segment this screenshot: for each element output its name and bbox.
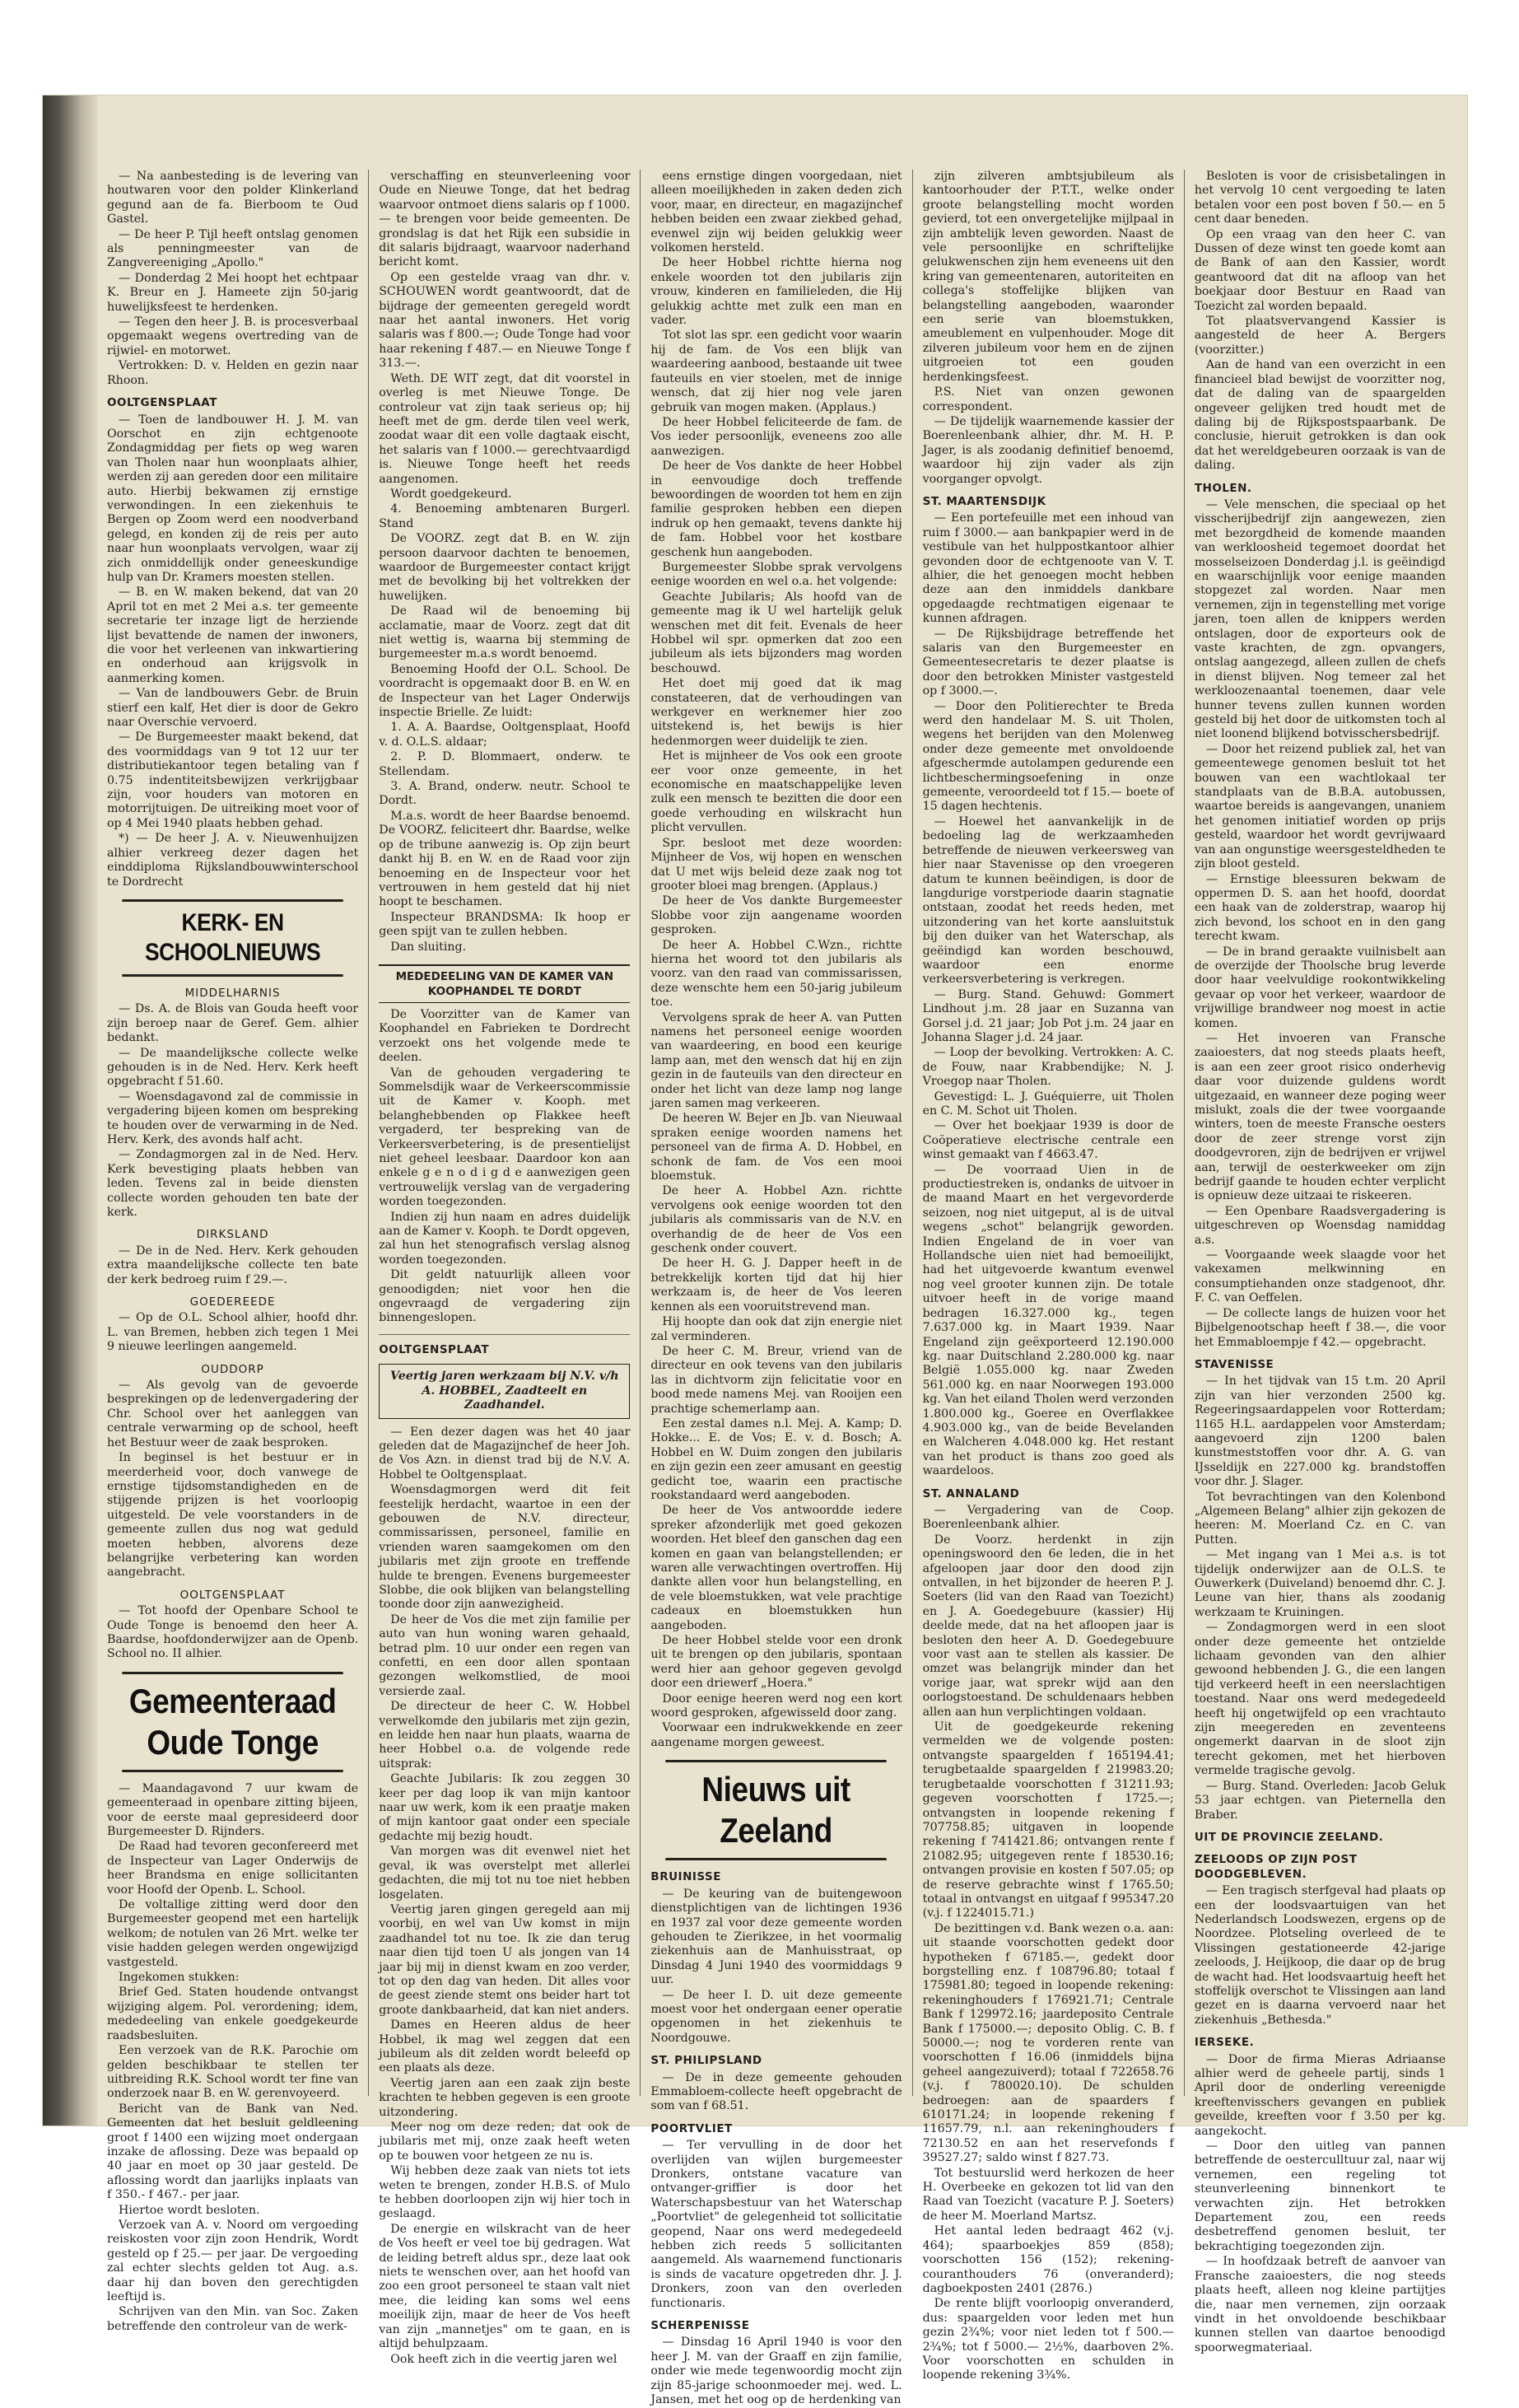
article-paragraph: Meer nog om deze reden; dat ook de jubilaris met mij, onze zaak heeft weten op te bouwen voor hetgeen ze nu is. — [379, 2121, 631, 2163]
article-paragraph: Inspecteur BRANDSMA: Ik hoop er geen spijt van te zullen hebben. — [379, 910, 631, 939]
section-heading: STAVENISSE — [1194, 1357, 1274, 1371]
binding-gutter — [43, 96, 97, 2126]
banner-gemeenteraad: Gemeenteraad Oude Tonge — [122, 1672, 343, 1772]
town-heading: OUDDORP — [201, 1362, 264, 1376]
banner-nieuws-zeeland: Nieuws uit Zeeland — [666, 1760, 888, 1860]
jubileum-box — [379, 1364, 630, 1418]
article-paragraph: Het doet mij goed dat ik mag constateeren, dat de verhoudingen van werkgever en werknemer hier zoo uitstekend is, het bewijs is hier hedenmorgen weer duidelijk te zien. — [650, 677, 902, 748]
article-paragraph: — Door de firma Mieras Adriaanse alhier werd de geheele partij, sinds 1 April door de onderling vereenigde kreeftenvisschers gevangen en publiek geveilde, kreeften voor f 3.50 per kg. aangekocht. — [1194, 2052, 1447, 2138]
article-paragraph: Hiertoe wordt besloten. — [119, 2203, 260, 2217]
article-paragraph: *) — De heer J. A. v. Nieuwenhuijzen alhier verkreeg dezer dagen het einddiploma Rijkslandbouwwinterschool te Dordrecht — [107, 832, 359, 889]
article-paragraph: — Een dezer dagen was het 40 jaar geleden dat de Magazijnchef de heer Joh. de Vos Azn. in dienst trad bij de N.V. A. Hobbel te Ooltgensplaat. — [379, 1425, 631, 1482]
article-paragraph: De energie en wilskracht van de heer de Vos heeft er veel toe bij gedragen. Wat de leiding betreft aldus spr., deze laat ook niets te wenschen over, aan het hoofd van zoo een groot personeel te staan valt niet mee, die leiding kan soms wel eens moeilijk zijn, maar de heer de Vos heeft van zijn „mannetjes" om te gaan, en is altijd behulpzaam. — [379, 2222, 631, 2351]
article-paragraph: De Raad wil de benoeming bij acclamatie, maar de Voorz. zegt dat dit niet wettig is, waarna bij stemming de burgemeester m.a.s wordt benoemd. — [379, 604, 631, 661]
column-3 — [641, 170, 912, 2407]
article-paragraph: Geachte Jubilaris: Ik zou zeggen 30 keer per dag loop ik van mijn kantoor naar uw werk, kom ik een praatje maken of mijn kantoor gaat onder een speciale gedachte mij bezig houdt. — [379, 1772, 631, 1843]
article-paragraph: — Vergadering van de Coop. Boerenleenbank alhier. — [922, 1503, 1174, 1532]
article-paragraph: — Zondagmorgen werd in een sloot onder deze gemeente het ontzielde lichaam gevonden van den alhier gewoond hebbenden J. G., die een langen tijd verkeerd heeft in een neerslachtigen toestand. Naar ons werd medegedeeld heeft hij ongetwijfeld op een vrachtauto zijn meegereden en zeventeens ongemerkt daarvan in de sloot zijn terecht gekomen, met het hierboven vermelde tragische gevolg. — [1194, 1621, 1447, 1778]
article-paragraph: Ook heeft zich in die veertig jaren wel — [390, 2352, 617, 2366]
article-paragraph: 4. Benoeming ambtenaren Burgerl. Stand — [379, 502, 631, 530]
banner-kerk-schoolnieuws: KERK- EN SCHOOLNIEUWS — [122, 899, 343, 977]
article-paragraph: De heer de Vos antwoordde iedere spreker afzonderlijk met goed gekozen woorden. Het bleef den ganschen dag een komen en gaan van belangstellenden; er waren alle verwachtingen overtroffen. Hij dankte allen voor hun belangstelling, en de vele bloemstukken, wat vele prachtige cadeaux en bloemstukken hun aangeboden. — [650, 1504, 902, 1632]
article-paragraph: — Door den Politierechter te Breda werd den handelaar M. S. uit Tholen, wegens het berijden van den Molenweg onder deze gemeente met onvoldoende afgeschermde autolampen gedurende een lichtbeschermingsoefening in onze gemeente, veroordeeld tot f 15.— boete of 15 dagen hechtenis. — [922, 699, 1174, 814]
article-paragraph: De heer Hobbel stelde voor een dronk uit te brengen op den jubilaris, spontaan werd hier aan gehoor gegeven gevolgd door een driewerf „Hoera." — [650, 1634, 902, 1691]
article-paragraph: — Maandagavond 7 uur kwam de gemeenteraad in openbare zitting bijeen, voor de eerste maal gepresideerd door Burgemeester D. Rijnders. — [107, 1781, 359, 1838]
column-2 — [369, 170, 641, 2366]
article-paragraph: P.S. Niet van onzen gewonen correspondent. — [922, 385, 1174, 413]
article-paragraph: eens ernstige dingen voorgedaan, niet alleen moeilijkheden in zaken deden zich voor, maar, en directeur, en magazijnchef hebben beiden een zwaar ziekbed gehad, evenwel zijn wij beiden gelukkig weer volkomen hersteld. — [650, 170, 902, 255]
article-paragraph: De directeur de heer C. W. Hobbel verwelkomde den jubilaris met zijn gezin, en leidde hen naar hun plaats, waarna de heer Hobbel o.a. de volgende rede uitsprak: — [379, 1700, 631, 1771]
article-paragraph: — De in brand geraakte vuilnisbelt aan de overzijde der Thoolsche brug leverde door haar veelvuldige rookontwikkeling gevaar op voor het verkeer, waardoor de vrijwillige brandweer nog moest in actie komen. — [1194, 945, 1447, 1030]
article-paragraph: — Tot hoofd der Openbare School te Oude Tonge is benoemd den heer A. Baardse, hoofdonderwijzer aan de Openb. School no. II alhier. — [107, 1604, 359, 1661]
article-paragraph: De heeren W. Bejer en Jb. van Nieuwaal spraken eenige woorden namens het personeel van de firma A. D. Hobbel, en schonk de fam. de Vos een mooi bloemstuk. — [650, 1112, 902, 1183]
article-paragraph: — De heer P. Tijl heeft ontslag genomen als penningmeester van de Zangvereeniging „Apollo." — [107, 227, 359, 270]
article-paragraph: verschaffing en steunverleening voor Oude en Nieuwe Tonge, dat het bedrag waarvoor ontmoet diens salaris op f 1000.— te brengen voor beide gemeenten. De grondslag is dat het Rijk een subsidie in dit salaris bijdraagt, waarvoor naderhand bericht komt. — [379, 170, 631, 269]
article-paragraph: — De heer I. D. uit deze gemeente moest voor het ondergaan eener operatie opgenomen in het ziekenhuis te Noordgouwe. — [650, 1988, 902, 2045]
article-paragraph: Het aantal leden bedraagt 462 (v.j. 464); spaarboekjes 859 (858); voorschotten 156 (152); rekening-couranthouders 76 (onveranderd); dagboekposten 2401 (2876.) — [922, 2224, 1174, 2295]
article-paragraph: Hij hoopte dan ook dat zijn energie niet zal verminderen. — [650, 1315, 902, 1343]
article-paragraph: — Door het reizend publiek zal, het van gemeentewege genomen besluit tot het bouwen van een wachtlokaal ter standplaats van de B.B.A. autobussen, waartoe bereids is aangevangen, unaniem het genomen initiatief worden op prijs gesteld, waardoor het wordt gevrijwaard van aan ongunstige weersgesteldheden te zijn bloot gesteld. — [1194, 742, 1447, 871]
article-paragraph: 3. A. Brand, onderw. neutr. School te Dordt. — [379, 780, 631, 808]
article-paragraph: Tot bevrachtingen van den Kolenbond „Algemeen Belang" alhier zijn gekozen de heeren: M. Moerland Cz. en C. van Putten. — [1194, 1490, 1447, 1547]
article-paragraph: De heer de Vos dankte de heer Hobbel in eenvoudige doch treffende bewoordingen de woorden tot hem en zijn familie gesproken hebben een diepen indruk op hen gemaakt, tevens dankte hij de fam. Hobbel voor het kostbare geschenk hun aangeboden. — [650, 460, 902, 559]
article-paragraph: — Ds. A. de Blois van Gouda heeft voor zijn beroep naar de Geref. Gem. alhier bedankt. — [107, 1002, 359, 1045]
article-paragraph: — In hoofdzaak betreft de aanvoer van Fransche zaaioesters, die nog steeds plaats heeft, alleen nog kleine partijtjes die, naar men vernemen, zijn oorzaak vindt in het onvoldoende beschikbaar kunnen stellen van daartoe benoodigd spoorwegmateriaal. — [1194, 2255, 1447, 2354]
article-paragraph: Gevestigd: L. J. Guéquierre, uit Tholen en C. M. Schot uit Tholen. — [922, 1090, 1174, 1118]
article-paragraph: Benoeming Hoofd der O.L. School. De voordracht is opgemaakt door B. en W. en de Inspecteur van het Lager Onderwijs inspectie Brielle. Ze luidt: — [379, 662, 631, 720]
article-paragraph: De rente blijft voorloopig onveranderd, dus: spaargelden voor leden met hun gezin 2¾%; voor niet leden tot f 500.— 2¾%; tot f 5000.— 2½%, daarboven 2%. Voor voorschotten en schulden in loopende rekening 3¾%. — [922, 2297, 1174, 2382]
article-paragraph: Aan de hand van een overzicht in een financieel blad bewijst de voorzitter nog, dat de daling van de spaargelden ongeveer gelijken tred houdt met de daling bij de Rijkspostspaarbank. De conclusie, hieruit getrokken is dan ook dat het wereldgebeuren oorzaak is van de daling. — [1194, 358, 1447, 473]
section-heading: BRUINISSE — [650, 1870, 721, 1884]
town-heading: MIDDELHARNIS — [184, 986, 281, 1000]
column-4 — [913, 170, 1185, 2382]
article-paragraph: De Raad had tevoren geconfereerd met de Inspecteur van Lager Onderwijs de heer Brandsma en enige sollicitanten voor Hoofd der Openb. L. School. — [107, 1840, 359, 1897]
article-paragraph: — De in deze gemeente gehouden Emmabloem-collecte heeft opgebracht de som van f 68.51. — [650, 2070, 902, 2113]
jubileum-box-text: Veertig jaren werkzaam bij N.V. v/h A. HOBBEL, Zaadteelt en Zaadhandel. — [390, 1370, 619, 1412]
article-paragraph: — Van de landbouwers Gebr. de Bruin stierf een kalf, Het dier is door de Gekro naar Overschie vervoerd. — [107, 687, 359, 730]
article-paragraph: — Over het boekjaar 1939 is door de Coöperatieve electrische centrale een winst gemaakt van f 4663.47. — [922, 1119, 1174, 1162]
article-title: ZEELOODS OP ZIJN POST DOODGEBLEVEN. — [1194, 1853, 1358, 1881]
article-paragraph: Schrijven van den Min. van Soc. Zaken betreffende den controleur van de werk- — [107, 2305, 359, 2333]
article-paragraph: De heer Hobbel richtte hierna nog enkele woorden tot den jubilaris zijn vrouw, kinderen en familieleden, die Hij gelukkig achtte met zulk een man en vader. — [650, 256, 902, 328]
article-paragraph: — De keuring van de buitengewoon dienstplichtigen van de lichtingen 1936 en 1937 zal voor deze gemeente worden gehouden te Zierikzee, in het voormalig ziekenhuis aan de Manhuisstraat, op Dinsdag 4 Juni 1940 des voormiddags 9 uur. — [650, 1887, 902, 1987]
article-paragraph: Voorwaar een indrukwekkende en zeer aangename morgen geweest. — [650, 1721, 902, 1749]
article-paragraph: Op een gestelde vraag van dhr. v. SCHOUWEN wordt geantwoordt, dat de bijdrage der gemeenten geregeld wordt naar het aantal inwoners. Het vorig salaris was f 800.—; Oude Tonge had voor haar rekening f 487.— en Nieuwe Tonge f 313.—. — [379, 270, 631, 371]
article-paragraph: — De maandelijksche collecte welke gehouden is in de Ned. Herv. Kerk heeft opgebracht f 51.60. — [107, 1046, 359, 1089]
article-paragraph: — Burg. Stand. Overleden: Jacob Geluk 53 jaar echtgen. van Pieternella den Braber. — [1194, 1779, 1447, 1822]
article-paragraph: Bericht van de Bank van Ned. Gemeenten dat het besluit geldleening groot f 1400 een wijzing moet ondergaan inzake de aflossing. Deze was bepaald op 40 jaar en moet op 30 jaar gesteld. De aflossing wordt dan jaarlijks inplaats van f 350.- f 467.- per jaar. — [107, 2102, 359, 2202]
town-heading: OOLTGENSPLAAT — [179, 1588, 286, 1602]
article-paragraph: — Tegen den heer J. B. is procesverbaal opgemaakt wegens overtreding van de rijwiel- en motorwet. — [107, 315, 359, 357]
town-heading: GOEDEREEDE — [189, 1295, 276, 1309]
article-paragraph: — Een Openbare Raadsvergadering is uitgeschreven op Woensdag namiddag a.s. — [1194, 1204, 1447, 1247]
article-paragraph: Dan sluiting. — [390, 940, 467, 954]
article-paragraph: Door eenige heeren werd nog een kort woord gesproken, afgewisseld door zang. — [650, 1692, 902, 1720]
article-paragraph: 2. P. D. Blommaert, onderw. te Stellendam. — [379, 750, 631, 778]
article-paragraph: Het is mijnheer de Vos ook een groote eer voor onze gemeente, in het economische en maatschappelijke leven zulk een mensch te bezitten die door een goede verhouding en wilskracht hun plicht vervullen. — [650, 749, 902, 835]
article-paragraph: De Voorzitter van de Kamer van Koophandel en Fabrieken te Dordrecht verzoekt ons het volgende mede te deelen. — [379, 1007, 631, 1065]
section-heading: OOLTGENSPLAAT — [379, 1342, 490, 1356]
article-paragraph: Tot bestuurslid werd herkozen de heer H. Overbeeke en gekozen tot lid van den Raad van Toezicht (vacature P. J. Soeters) de heer M. Moerland Martsz. — [922, 2166, 1174, 2223]
article-paragraph: zijn zilveren ambtsjubileum als kantoorhouder der P.T.T., welke onder groote belangstelling mocht worden gevierd, tot een onvergetelijke mijlpaal in zijn ambtelijk leven geworden. Naast de vele persoonlijke en schriftelijke gelukwenschen zijn hem eveneens uit den kring van gemeentenaren, autoriteiten en collega's stoffelijke blijken van belangstelling aangeboden, waaronder een serie van bloemstukken, ameublement en vulpenhouder. Moge dit zilveren jubileum voor hem en de zijnen uitgroeien tot een gouden herdenkingsfeest. — [922, 170, 1174, 384]
article-paragraph: Dames en Heeren aldus de heer Hobbel, ik mag wel zeggen dat een jubileum als dit zelden wordt beleefd op een plaats als deze. — [379, 2018, 631, 2075]
article-paragraph: — Vele menschen, die speciaal op het visscherijbedrijf zijn aangewezen, zien met bezorgdheid de komende maanden van werkloosheid tegemoet doordat het mosselseizoen Donderdag j.l. is geëindigd en waarschijnlijk voor eenige maanden stopgezet zal worden. Naar men vernemen, zijn in tegenstelling met vorige jaren, toen allen de knippers werden ontslagen, door de exporteurs ook de vaste krachten, de zgn. opvangers, ontslag aangezegd, alleen zullen de chefs in dienst blijven. Nog temeer zal het werkloozenaantal toenemen, daar vele hunner tevens zullen kunnen worden gesteld bij het door de uitkomsten toch al niet loonend blijkend botvisschersbedrijf. — [1194, 497, 1447, 741]
article-paragraph: — Het invoeren van Fransche zaaioesters, dat nog steeds plaats heeft, is aan een zeer groot risico onderhevig daar voor duizende guldens wordt uitgezaaid, en wanneer deze poging weer mislukt, zoals die der twee voorgaande winters, toen de meeste Fransche oesters door de zeer strenge vorst zijn doodgevroren, zijn de bedrijven er vrijwel aan, terwijl de oesterkweeker om zijn bedrijf gaande te houden echter verplicht is opnieuw deze uitzaai te riskeeren. — [1194, 1031, 1447, 1203]
section-heading: UIT DE PROVINCIE ZEELAND. — [1194, 1830, 1384, 1844]
article-paragraph: De heer Hobbel feliciteerde de fam. de Vos ieder persoonlijk, eveneens zoo alle aanwezigen. — [650, 415, 902, 458]
article-paragraph: De heer de Vos die met zijn familie per auto van hun woning waren gehaald, betrad plm. 10 uur onder een regen van confetti, en een door allen spontaan gezongen welkomstlied, de mooi versierde zaal. — [379, 1612, 631, 1698]
article-paragraph: Van de gehouden vergadering te Sommelsdijk waar de Verkeerscommissie uit de Kamer v. Kooph. met belanghebbenden op Flakkee heeft vergaderd, ter bespreking van de Verkeersverbetering, is de presentielijst niet geheel leesbaar. Daardoor kon aan enkele g e n o d i g d e aanwezigen geen vertrouwelijk verslag van de vergadering worden toegezonden. — [379, 1066, 631, 1209]
article-paragraph: — Woensdagavond zal de commissie in vergadering bijeen komen om bespreking te houden over de verwarming in de Ned. Herv. Kerk, des avonds half acht. — [107, 1090, 359, 1146]
article-paragraph: 1. A. A. Baardse, Ooltgensplaat, Hoofd v. d. O.L.S. aldaar; — [379, 721, 631, 749]
article-paragraph: Besloten is voor de crisisbetalingen in het vervolg 10 cent vergoeding te laten betalen voor een post boven f 50.— en 5 cent daar beneden. — [1194, 170, 1447, 226]
article-paragraph: — Door den uitleg van pannen betreffende de oesterculltuur zal, naar wij vernemen, een regeling tot steunverleening binnenkort te verwachten zijn. Het betrokken Departement zou, een reeds desbetreffend genomen besluit, ter bekrachtiging toegezonden zijn. — [1194, 2140, 1447, 2253]
article-paragraph: Een verzoek van de R.K. Parochie om gelden beschikbaar te stellen ter uitbreiding R.K. School wordt ter fine van onderzoek naar B. en W. gerenvoyeerd. — [107, 2044, 359, 2101]
article-paragraph: — De Burgemeester maakt bekend, dat des voormiddags van 9 tot 12 uur ter distributiekantoor tegen betaling van f 0.75 indentiteitsbewijzen verkrijgbaar zijn, voor houders van motoren en motorrijtuigen. De uitreiking moet voor of op 4 Mei 1940 plaats hebben gehad. — [107, 730, 359, 830]
article-paragraph: Dit geldt natuurlijk alleen voor genoodigden; niet voor hen die ongevraagd de vergadering zijn binnengeslopen. — [379, 1268, 631, 1325]
article-paragraph: M.a.s. wordt de heer Baardse benoemd. De VOORZ. feliciteert dhr. Baardse, welke op de tribune aanwezig is. Op zijn beurt dankt hij B. en W. en de Raad voor zijn benoeming en de Inspecteur voor het vertrouwen in hem gesteld dat hij niet hoopt te beschamen. — [379, 809, 631, 909]
article-paragraph: — De tijdelijk waarnemende kassier der Boerenleenbank alhier, dhr. M. H. P. Jager, is als zoodanig definitief benoemd, waardoor hij zijn vader als zijn voorganger opvolgt. — [922, 414, 1174, 486]
section-heading: ST. ANNALAND — [922, 1486, 1020, 1500]
article-paragraph: — Loop der bevolking. Vertrokken: A. C. de Fouw, naar Krabbendijke; N. J. Vroegop naar Tholen. — [922, 1046, 1174, 1089]
column-container — [97, 170, 1456, 2407]
column-5 — [1185, 170, 1456, 2354]
article-paragraph: De heer de Vos dankte Burgemeester Slobbe voor zijn aangename woorden gesproken. — [650, 894, 902, 937]
article-paragraph: De heer C. M. Breur, vriend van de directeur en ook tevens van den jubilaris las in dichtvorm zijn felicitatie voor en bood mede namens Mej. van Rooijen een prachtige schemerlamp aan. — [650, 1344, 902, 1416]
article-paragraph: — Dinsdag 16 April 1940 is voor den heer J. M. van der Graaff en zijn familie, onder wie mede tegenwoordig mocht zijn zijn 85-jarige schoonmoeder mej. wed. L. Jansen, met het oog op de herdenking van — [650, 2336, 902, 2407]
article-paragraph: Veertig jaren aan een zaak zijn beste krachten te hebben gegeven is een groote uitzondering. — [379, 2076, 631, 2119]
section-heading: OOLTGENSPLAAT — [107, 396, 217, 410]
article-paragraph: — Een portefeuille met een inhoud van ruim f 3000.— aan bankpapier werd in de vestibule van het hulppostkantoor alhier gevonden door de echtgenoote van V. T. alhier, die het genoegen mocht hebben deze aan den inmiddels dankbare opgedaagde rechtmatigen eigenaar te kunnen afdragen. — [922, 511, 1174, 626]
article-paragraph: Burgemeester Slobbe sprak vervolgens eenige woorden en wel o.a. het volgende: — [650, 560, 902, 589]
article-paragraph: Indien zij hun naam en adres duidelijk aan de Kamer v. Kooph. te Dordt opgeven, zal hun het stenografisch verslag alsnog worden toegezonden. — [379, 1210, 631, 1267]
article-paragraph: De heer H. G. J. Dapper heeft in de betrekkelijk korten tijd dat hij hier werkzaam is, de heer de Vos leeren kennen als een vooruitstrevend man. — [650, 1257, 902, 1314]
article-paragraph: Ingekomen stukken: — [119, 1971, 240, 1985]
article-paragraph: — Voorgaande week slaagde voor het vakexamen melkwinning en consumptiehanden onze stadgenoot, dhr. F. C. van Oeffelen. — [1194, 1248, 1447, 1305]
article-paragraph: — Na aanbesteding is de levering van houtwaren voor den polder Klinkerland gegund aan de fa. Bierboom te Oud Gastel. — [107, 170, 359, 226]
section-heading: ST. MAARTENSDIJK — [922, 494, 1046, 508]
section-heading: IERSEKE. — [1194, 2036, 1255, 2050]
article-paragraph: Tot slot las spr. een gedicht voor waarin hij de fam. de Vos een blijk van waardeering aanbood, bestaande uit twee fauteuils en vier stoelen, met de innige wensch, dat zij hier nog vele jaren gebruik van mogen maken. (Applaus.) — [650, 329, 902, 414]
article-paragraph: Veertig jaren gingen geregeld aan mij voorbij, en wel van Uw komst in mijn zaadhandel tot nu toe. Ik zie dan terug naar dien tijd toen U als jongen van 14 jaar bij mij in dienst kwam en zoo verder, tot op den dag van heden. Dit alles voor de geest ziende stemt ons beider hart tot groote dankbaarheid, dat kan niet anders. — [379, 1902, 631, 2017]
article-paragraph: — Ter vervulling in de door het overlijden van wijlen burgemeester Dronkers, ontstane vacature van ontvanger-griffier is door het Waterschapsbestuur van het Waterschap „Poortvliet" de gelegenheid tot sollicitatie geopend, Naar ons werd medegedeeld hebben zich reeds 5 sollicitanten aangemeld. Als waarnemend functionaris is sinds de vacature opgetreden dhr. J. J. Dronkers, zoon van den overleden functionaris. — [650, 2139, 902, 2310]
article-paragraph: Vervolgens sprak de heer A. van Putten namens het personeel eenige woorden van waardeering, en bood een keurige lamp aan, met den wensch dat hij en zijn gezin in de fauteuils van den directeur en onder het licht van deze lamp nog lange jaren samen mag verkeeren. — [650, 1010, 902, 1110]
section-divider — [379, 1334, 630, 1335]
section-heading: POORTVLIET — [650, 2121, 733, 2135]
article-paragraph: — In het tijdvak van 15 t.m. 20 April zijn van hier verzonden 2500 kg. Regeeringsaardappelen voor Rotterdam; 1165 H.L. aardappelen voor Amsterdam; aangevoerd zijn 1200 balen kunstmeststoffen voor dhr. A. G. van IJsseldijk en 227.000 kg. brandstoffen voor dhr. J. Slager. — [1194, 1374, 1447, 1489]
article-paragraph: — Ernstige bleessuren bekwam de oppermen D. S. aan het hoofd, doordat een haak van de zolderstrap, waarop hij zich bevond, los schoot en in den gang terecht kwam. — [1194, 872, 1447, 944]
article-paragraph: Wordt goedgekeurd. — [390, 487, 512, 501]
article-paragraph: — Met ingang van 1 Mei a.s. is tot tijdelijk onderwijzer aan de O.L.S. te Ouwerkerk (Duiveland) benoemd dhr. C. J. Leune van hier, thans als zoodanig werkzaam te Kruiningen. — [1194, 1548, 1447, 1619]
article-paragraph: De Voorz. herdenkt in zijn openingswoord den 6e leden, die in het afgeloopen jaar door den dood zijn ontvallen, in het bijzonder de heeren P. J. Soeters (lid van den Raad van Toezicht) en J. A. Goedegebuure (kassier) Hij deelde mede, dat na het afloopen jaar is besloten den heer A. D. Goedegebuure voor vast aan te stellen als kassier. De omzet was belangrijk minder dan het vorige jaar, wat sprekr wijd aan den oorlogstoestand. De schuldenaars hebben allen aan hun verplichtingen voldaan. — [922, 1533, 1174, 1719]
article-paragraph: — B. en W. maken bekend, dat van 20 April tot en met 2 Mei a.s. ter gemeente secretarie ter inzage ligt de herziende lijst bevattende de namen der inwoners, die voor het verleenen van inkwartiering en onderhoud aan krijgsvolk in aanmerking komen. — [107, 586, 359, 685]
article-paragraph: — De collecte langs de huizen voor het Bijbelgenootschap heeft f 38.—, die voor het Emmabloempje f 42.— opgebracht. — [1194, 1306, 1447, 1349]
article-paragraph: Tot plaatsvervangend Kassier is aangesteld de heer A. Bergers (voorzitter.) — [1194, 315, 1447, 357]
article-paragraph: — Toen de landbouwer H. J. M. van Oorschot en zijn echtgenoote Zondagmiddag per fiets op weg waren van Tholen naar hun woonplaats alhier, werden zij aan gereden door een militaire auto. Hierbij bekwamen zij ernstige verwondingen. In een ziekenhuis te Bergen op Zoom werd een noodverband gelegd, en konden zij de reis per auto naar hun woonplaats vervolgen, waar zij zich onmiddellijk onder geneeskundige hulp van Dr. Kramers moesten stellen. — [107, 413, 359, 584]
article-paragraph: Wij hebben deze zaak van niets tot iets weten te brengen, zonder H.B.S. of Mulo te hebben doorloopen zijn wij hier toch in geslaagd. — [379, 2164, 631, 2221]
article-paragraph: — De voorraad Uien in de productiestreken is, ondanks de uitvoer in de maand Maart en het vergevorderde seizoen, nog niet uitgeput, al is de uitval wegens „schot" belangrijk geworden. Indien Engeland de in voer van Hollandsche uien niet had bemoeilijkt, had het uitgevoerde kwantum evenwel nog veel grooter kunnen zijn. De totale uitvoer heeft in de vorige maand bedragen 16.327.000 kg., tegen 7.637.000 kg. in Maart 1939. Naar Engeland zijn geëxporteerd 12.190.000 kg. naar Duitschland 2.280.000 kg. naar België 1.055.000 kg. naar Zweden 561.000 kg. en naar Noorwegen 193.000 kg. Van het eiland Tholen werd verzonden 1.800.000 kg., Goeree en Overflakkee 4.903.000 kg., van de beide Bevelanden en Walcheren 4.048.000 kg. Het restant van het product is thans zoo goed als waardeloos. — [922, 1163, 1174, 1478]
article-paragraph: — Donderdag 2 Mei hoopt het echtpaar K. Breur en J. Hameete zijn 50-jarig huwelijksfeest te herdenken. — [107, 271, 359, 314]
article-paragraph: — Zondagmorgen zal in de Ned. Herv. Kerk bevestiging plaats hebben van leden. Tevens zal in beide diensten collecte worden gehouden ten bate der kerk. — [107, 1148, 359, 1219]
article-paragraph: De voltallige zitting werd door den Burgemeester geopend met een hartelijk welkom; de notulen van 26 Mrt. welke ter visie hadden gelegen werden ongewijzigd vastgesteld. — [107, 1898, 359, 1969]
article-paragraph: In beginsel is het bestuur er in meerderheid voor, doch vanwege de ernstige tijdsomstandigheden en de stijgende prijzen is het voorloopig uitgesteld. De vele voorstanders in de gemeente zullen dus nog wat geduld moeten hebben, alvorens deze belangrijke verbetering kan worden aangebracht. — [107, 1451, 359, 1580]
article-paragraph: — Burg. Stand. Gehuwd: Gommert Lindhout j.m. 28 jaar en Suzanna van Gorsel j.d. 21 jaar; Job Pot j.m. 24 jaar en Johanna Slager j.d. 24 jaar. — [922, 987, 1174, 1044]
article-paragraph: Verzoek van A. v. Noord om vergoeding reiskosten voor zijn zoon Hendrik, Wordt gesteld op f 25.— per jaar. De vergoeding zal echter slechts gelden tot Aug. a.s. daar hij dan boven den gerechtigden leeftijd is. — [107, 2218, 359, 2303]
subhead-kamer-koophandel: MEDEDEELING VAN DE KAMER VAN KOOPHANDEL TE DORDT — [379, 964, 630, 1003]
column-1 — [97, 170, 369, 2333]
article-paragraph: Brief Ged. Staten houdende ontvangst wijziging algem. Pol. verordening; idem, mededeeling van enkele goedgekeurde raadsbesluiten. — [107, 1986, 359, 2042]
article-paragraph: — Als gevolg van de gevoerde besprekingen op de ledenvergadering der Chr. School over het aanleggen van centrale verwarming op de school, heeft het Bestuur weer de zaak besproken. — [107, 1379, 359, 1449]
article-paragraph: — De in de Ned. Herv. Kerk gehouden extra maandelijksche collecte ten bate der kerk bedroeg ruim f 29.—. — [107, 1244, 359, 1286]
article-paragraph: — De Rijksbijdrage betreffende het salaris van den Burgemeester en Gemeentesecretaris te dezer plaatse is door den betrokken Minister vastgesteld op f 3000.—. — [922, 627, 1174, 698]
article-paragraph: De bezittingen v.d. Bank wezen o.a. aan: uit staande voorschotten gedekt door hypotheken f 67185.—, gedekt door borgstelling enz. f 108796.80; totaal f 175981.80; tegoed in loopende rekening: rekeninghouders f 176921.71; Centrale Bank f 129972.16; jaardeposito Centrale Bank f 175000.—; deposito Oblig. C. B. f 50000.—; nog te vorderen rente van voorschotten f 16.06 (inmiddels bijna geheel aangezuiverd); totaal f 722658.76 (v.j. f 780020.10). De schulden bedroegen: aan de spaarders f 610171.24; in loopende rekening f 11657.79, n.l. aan rekeninghouders f 72130.52 en aan het reservefonds f 39527.27; saldo winst f 827.73. — [922, 1921, 1174, 2165]
article-paragraph: De heer A. Hobbel C.Wzn., richtte hierna het woord tot den jubilaris als voorz. van den raad van commissarissen, deze wenschte hem een 50-jarig jubileum toe. — [650, 938, 902, 1010]
town-heading: DIRKSLAND — [196, 1228, 269, 1242]
article-paragraph: — Hoewel het aanvankelijk in de bedoeling lag de werkzaamheden betreffende de nieuwen verkeersweg van hier naar Stavenisse op den vroegeren datum te kunnen beëindigen, is door de langdurige vorstperiode daarin stagnatie ontstaan, zoodat het reeds heden, met uitzondering van het korte aansluitstuk bij den duiker van het Waterschap, als geëindigd kan worden beschouwd, waardoor een enorme verkeersverbetering is verkregen. — [922, 814, 1174, 987]
article-paragraph: Vertrokken: D. v. Helden en gezin naar Rhoon. — [107, 359, 359, 387]
article-paragraph: Uit de goedgekeurde rekening vermelden we de volgende posten: ontvangste spaargelden f 165194.41; terugbetaalde spaargelden f 219983.20; terugbetaalde voorschotten f 31211.93; gegeven voorschotten f 1725.—; ontvangsten in loopende rekening f 707758.85; uitgaven in loopende rekening f 741421.86; ontvangen rente f 21082.95; uitgegeven rente f 18530.16; ontvangen provisie en kosten f 507.05; op de reserve gebrachte winst f 1765.50; totaal in ontvangst en uitgaaf f 995347.20 (v.j. f 1224015.71.) — [922, 1720, 1174, 1920]
newspaper-page — [43, 96, 1467, 2407]
article-paragraph: Een zestal dames n.l. Mej. A. Kamp; D. Hokke... E. de Vos; E. v. d. Bosch; A. Hobbel en W. Duim zongen den jubilaris en zijn gezin een zeer amusant en geestig gedicht toe, waarin een practische rookstandaard werd aangeboden. — [650, 1416, 902, 1502]
article-paragraph: Op een vraag van den heer C. van Dussen of deze winst ten goede komt aan de Bank of aan den Kassier, wordt geantwoord dat dit na afloop van het boekjaar door Bestuur en Raad van Toezicht zal worden bepaald. — [1194, 227, 1447, 313]
section-heading: SCHERPENISSE — [650, 2319, 750, 2333]
section-heading: ST. PHILIPSLAND — [650, 2054, 762, 2068]
article-paragraph: Woensdagmorgen werd dit feit feestelijk herdacht, waartoe in een der gebouwen de N.V. directeur, commissarissen, personeel, familie en vrienden waren saamgekomen om den jubilaris met zijn groote en treffende hulde te brengen. Evenens burgemeester Slobbe, die ook blijken van belangstelling toonde door zijn aanwezigheid. — [379, 1483, 631, 1612]
article-paragraph: Geachte Jubilaris; Als hoofd van de gemeente mag ik U wel hartelijk geluk wenschen met dit feit. Evenals de heer Hobbel wil spr. opmerken dat zoo een jubileum als iets bijzonders mag worden beschouwd. — [650, 590, 902, 675]
article-paragraph: Van morgen was dit evenwel niet het geval, ik was overstelpt met allerlei gedachten, die mij tot nu toe niet hebben losgelaten. — [379, 1845, 631, 1902]
article-paragraph: Weth. DE WIT zegt, dat dit voorstel in overleg is met Nieuwe Tonge. De controleur vat zijn taak serieus op; hij heeft met de gm. derde tilen veel werk, zoodat waar dit een volle dagtaak eischt, het salaris van f 1000.— gerechtvaardigd is. Nieuwe Tonge heeft het reeds aangenomen. — [379, 371, 631, 486]
article-paragraph: De VOORZ. zegt dat B. en W. zijn persoon daarvoor dachten te benoemen, waardoor de Burgemeester contact krijgt met de bevolking bij het voltrekken der huwelijken. — [379, 532, 631, 603]
article-paragraph: — Op de O.L. School alhier, hoofd dhr. L. van Bremen, hebben zich tegen 1 Mei 9 nieuwe leerlingen aangemeld. — [107, 1311, 359, 1354]
section-heading: THOLEN. — [1194, 481, 1252, 495]
article-paragraph: De heer A. Hobbel Azn. richtte vervolgens ook eenige woorden tot den jubilaris als commissaris van de N.V. en overhandig de de heer de Vos een geschenk onder couvert. — [650, 1184, 902, 1256]
article-paragraph: Spr. besloot met deze woorden: Mijnheer de Vos, wij hopen en wenschen dat U met wijs beleid deze zaak nog tot grooter bloei mag brengen. (Applaus.) — [650, 836, 902, 893]
article-paragraph: — Een tragisch sterfgeval had plaats op een der loodsvaartuigen van het Nederlandsch Loodswezen, ergens op de Noordzee. Plotseling overleed de te Vlissingen gestationeerde 42-jarige zeeloods, J. Heijkoop, die daar op de brug de wacht had. Het loodsvaartuig heeft het stoffelijk overschot te Vlissingen aan land gezet en is daarna vervoerd naar het ziekenhuis „Bethesda." — [1194, 1884, 1447, 2027]
